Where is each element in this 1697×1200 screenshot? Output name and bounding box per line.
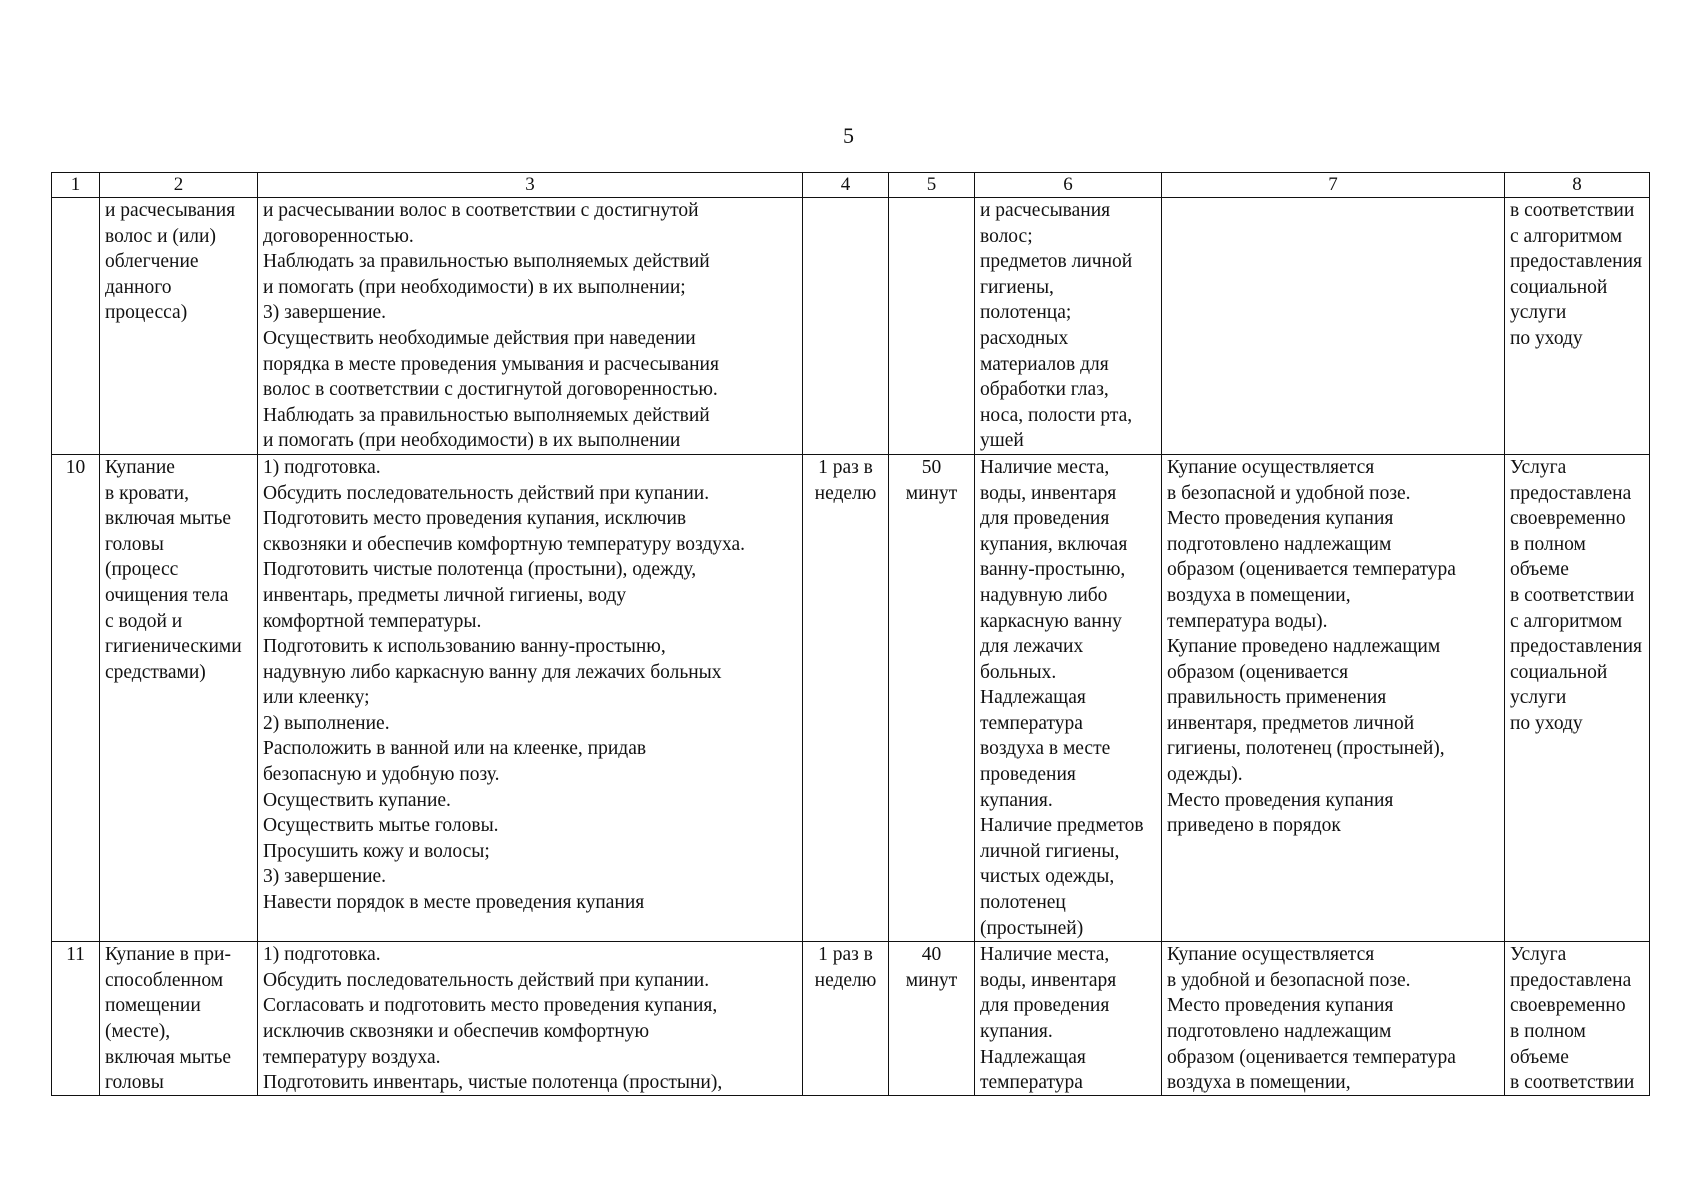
column-number: 3 xyxy=(258,173,803,198)
conditions-cell xyxy=(975,942,1162,1096)
row-number-cell xyxy=(52,198,100,455)
duration-text: 40 минут xyxy=(905,944,958,991)
duration-cell xyxy=(889,198,975,455)
conditions-cell: и расчесывания волос; предметов личной гигиены, полотенца; расходных материалов для обработки глаз, носа, полости рта, ушей xyxy=(975,198,1162,455)
service-content-cell xyxy=(258,942,803,1096)
page-number: 5 xyxy=(843,123,854,148)
column-number: 7 xyxy=(1162,173,1505,198)
row-number-cell: 10 xyxy=(52,454,100,941)
column-number: 5 xyxy=(889,173,975,198)
table-row xyxy=(52,198,1650,455)
column-number: 2 xyxy=(100,173,258,198)
frequency-cell xyxy=(803,198,889,455)
column-number: 4 xyxy=(803,173,889,198)
column-number: 8 xyxy=(1505,173,1650,198)
result-evaluation-cell: Услуга предоставлена своевременно в полном объеме в соответствии с алгоритмом предоставления социальной услуги по уходу xyxy=(1505,454,1650,941)
service-content-cell: 1) подготовка. Обсудить последовательность действий при купании. Подготовить место проведения купания, исключив сквозняки и обеспечив комфортную температуру воздуха. Подготовить чистые полотенца (простыни), одежду, инвентарь, предметы личной гигиены, воду комфортной температуры. Подготовить к использованию ванну-простыню, надувную либо каркасную ванну для лежачих больных или клеенку; 2) выполнение. Расположить в ванной или на клеенке, придав безопасную и удобную позу. Осуществить купание. Осуществить мытье головы. Просушить кожу и волосы; 3) завершение. Навести порядок в месте проведения купания xyxy=(258,454,803,941)
duration-cell: 50 минут xyxy=(889,454,975,941)
conditions-text: Наличие места, воды, инвентаря для проведения купания. Надлежащая температура xyxy=(980,944,1117,1094)
quality-indicators-text: Купание осуществляется в удобной и безопасной позе. Место проведения купания подготовлено надлежащим образом (оценивается температура воздуха в помещении, xyxy=(1167,944,1456,1094)
table-row xyxy=(52,454,1650,941)
conditions-cell: Наличие места, воды, инвентаря для проведения купания, включая ванну-простыню, надувную либо каркасную ванну для лежачих больных. Надлежащая температура воздуха в месте проведения купания. Наличие предметов личной гигиены, чистых одежды, полотенец (простыней) xyxy=(975,454,1162,941)
services-table xyxy=(51,172,1650,1096)
column-number: 1 xyxy=(52,173,100,198)
column-number-row xyxy=(52,173,1650,198)
frequency-text: 1 раз в неделю xyxy=(814,944,877,991)
frequency-cell: 1 раз в неделю xyxy=(803,454,889,941)
service-name-text: Купание в при- способленном помещении (месте), включая мытье головы xyxy=(105,944,232,1094)
column-number: 6 xyxy=(975,173,1162,198)
quality-indicators-cell xyxy=(1162,198,1505,455)
service-content-cell: и расчесывании волос в соответствии с достигнутой договоренностью. Наблюдать за правильностью выполняемых действий и помогать (при необходимости) в их выполнении; 3) завершение. Осуществить необходимые действия при наведении порядка в месте проведения умывания и расчесывания волос в соответствии с достигнутой договоренностью. Наблюдать за правильностью выполняемых действий и помогать (при необходимости) в их выполнении xyxy=(258,198,803,455)
result-evaluation-cell xyxy=(1505,942,1650,1096)
row-number-text: 11 xyxy=(66,944,85,966)
service-name-cell xyxy=(100,942,258,1096)
service-content-text: 1) подготовка. Обсудить последовательность действий при купании. Согласовать и подготовить место проведения купания, исключив сквозняки и обеспечив комфортную температуру воздуха. Подготовить инвентарь, чистые полотенца (простыни), xyxy=(263,944,723,1094)
row-number-cell xyxy=(52,942,100,1096)
quality-indicators-cell: Купание осуществляется в безопасной и удобной позе. Место проведения купания подготовлено надлежащим образом (оценивается температура воздуха в помещении, температура воды). Купание проведено надлежащим образом (оценивается правильность применения инвентаря, предметов личной гигиены, полотенец (простыней), одежды). Место проведения купания приведено в порядок xyxy=(1162,454,1505,941)
quality-indicators-cell xyxy=(1162,942,1505,1096)
frequency-cell xyxy=(803,942,889,1096)
result-evaluation-cell: в соответствии с алгоритмом предоставления социальной услуги по уходу xyxy=(1505,198,1650,455)
service-name-cell: и расчесывания волос и (или) облегчение данного процесса) xyxy=(100,198,258,455)
service-name-cell: Купание в кровати, включая мытье головы (процесс очищения тела с водой и гигиеническими средствами) xyxy=(100,454,258,941)
duration-cell xyxy=(889,942,975,1096)
result-evaluation-text: Услуга предоставлена своевременно в полном объеме в соответствии xyxy=(1510,944,1635,1094)
table-row xyxy=(52,942,1650,1096)
